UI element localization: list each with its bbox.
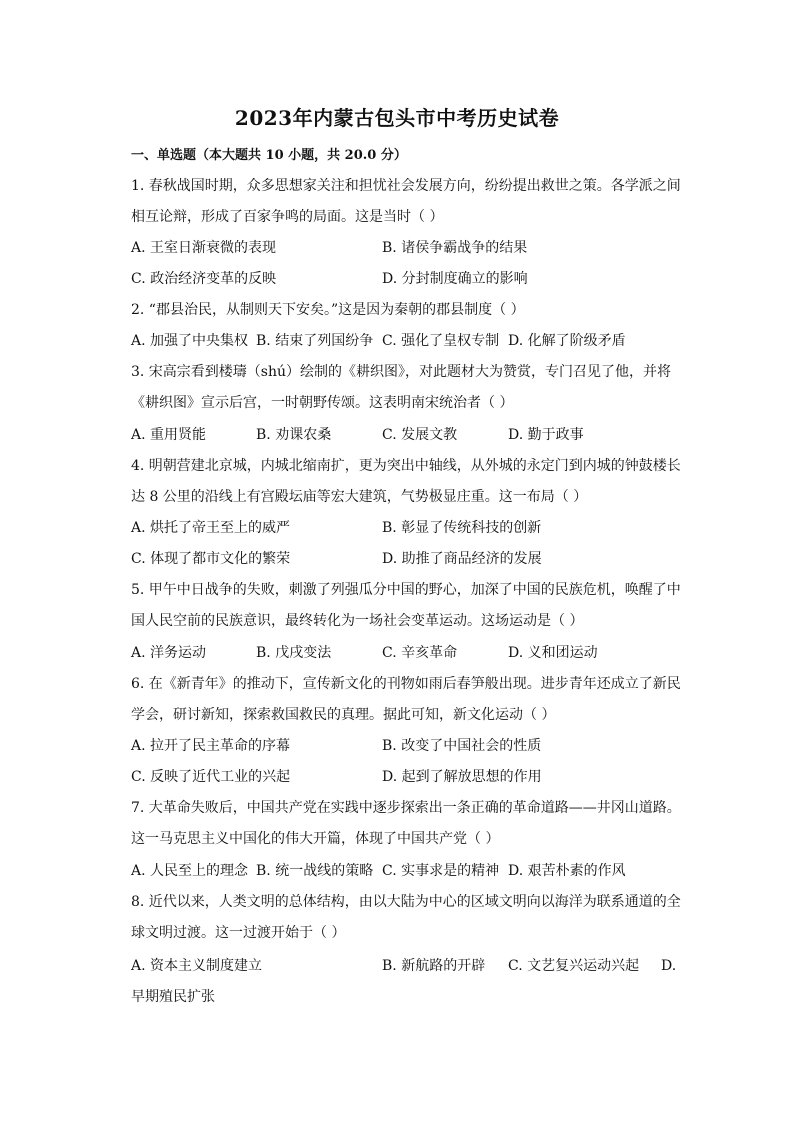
question-4-option-a: A. 烘托了帝王至上的威严 — [131, 520, 291, 536]
question-1-option-d: D. 分封制度确立的影响 — [382, 271, 528, 287]
question-2-option-c: C. 强化了皇权专制 — [382, 333, 500, 349]
question-8-option-c: C. 文艺复兴运动兴起 — [508, 958, 640, 974]
question-5-option-a: A. 洋务运动 — [131, 645, 207, 661]
question-4-text: 4. 明朝营建北京城，内城北缩南扩，更为突出中轴线，从外城的永定门到内城的钟鼓楼长 — [131, 458, 681, 474]
question-1-text: 1. 春秋战国时期，众多思想家关注和担忧社会发展方向，纷纷提出救世之策。各学派之间 — [131, 178, 681, 194]
question-6-option-a: A. 拉开了民主革命的序幕 — [131, 738, 291, 754]
question-3-text-cont: 《耕织图》宣示后宫，一时朝野传颂。这表明南宋统治者（ ） — [131, 395, 514, 411]
question-2-option-b: B. 结束了列国纷争 — [256, 333, 374, 349]
question-3-option-a: A. 重用贤能 — [131, 427, 207, 443]
question-1-option-a: A. 王室日渐衰微的表现 — [131, 240, 277, 256]
question-5-option-c: C. 辛亥革命 — [382, 645, 458, 661]
question-6-option-b: B. 改变了中国社会的性质 — [382, 738, 542, 754]
page-title: 2023年内蒙古包头市中考历史试卷 — [234, 106, 560, 130]
question-1-text-cont: 相互论辩，形成了百家争鸣的局面。这是当时（ ） — [131, 209, 444, 225]
question-4-text-cont: 达 8 公里的沿线上有宫殿坛庙等宏大建筑，气势极显庄重。这一布局（ ） — [131, 489, 588, 505]
question-6-option-d: D. 起到了解放思想的作用 — [382, 769, 542, 785]
question-8-option-a: A. 资本主义制度建立 — [131, 958, 263, 974]
question-8-text: 8. 近代以来，人类文明的总体结构，由以大陆为中心的区域文明向以海洋为联系通道的全 — [131, 894, 681, 910]
question-6-text-cont: 学会，研讨新知，探索救国救民的真理。据此可知，新文化运动（ ） — [131, 707, 556, 723]
question-8-text-cont: 球文明过渡。这一过渡开始于（ ） — [131, 925, 346, 941]
question-8-option-d: D. — [661, 958, 677, 974]
question-4-option-d: D. 助推了商品经济的发展 — [382, 551, 542, 567]
question-1-option-b: B. 诸侯争霸战争的结果 — [382, 240, 528, 256]
question-5-text-cont: 国人民空前的民族意识，最终转化为一场社会变革运动。这场运动是（ ） — [131, 613, 584, 629]
question-3-text: 3. 宋高宗看到楼璹（shú）绘制的《耕织图》，对此题材大为赞赏，专门召见了他，并将 — [131, 364, 672, 380]
question-6-text: 6. 在《新青年》的推动下，宣传新文化的刊物如雨后春笋般出现。进步青年还成立了新民 — [131, 676, 681, 692]
question-4-option-c: C. 体现了都市文化的繁荣 — [131, 551, 291, 567]
question-7-option-b: B. 统一战线的策略 — [256, 863, 374, 879]
question-5-option-d: D. 义和团运动 — [508, 645, 598, 661]
question-3-option-b: B. 劝课农桑 — [256, 427, 332, 443]
question-5-option-b: B. 戊戌变法 — [256, 645, 332, 661]
question-7-option-a: A. 人民至上的理念 — [131, 863, 249, 879]
section-heading: 一、单选题（本大题共 10 小题，共 20.0 分） — [131, 148, 407, 163]
question-5-text: 5. 甲午中日战争的失败，刺激了列强瓜分中国的野心，加深了中国的民族危机，唤醒了中 — [131, 582, 681, 598]
question-7-option-d: D. 艰苦朴素的作风 — [508, 863, 626, 879]
question-7-option-c: C. 实事求是的精神 — [382, 863, 500, 879]
question-7-text: 7. 大革命失败后，中国共产党在实践中逐步探索出一条正确的革命道路——井冈山道路。 — [131, 800, 681, 816]
question-6-option-c: C. 反映了近代工业的兴起 — [131, 769, 291, 785]
question-4-option-b: B. 彰显了传统科技的创新 — [382, 520, 542, 536]
question-2-option-a: A. 加强了中央集权 — [131, 333, 249, 349]
question-1-option-c: C. 政治经济变革的反映 — [131, 271, 277, 287]
question-8-option-d-cont: 早期殖民扩张 — [131, 989, 215, 1005]
question-7-text-cont: 这一马克思主义中国化的伟大开篇，体现了中国共产党（ ） — [131, 831, 500, 847]
question-8-option-b: B. 新航路的开辟 — [382, 958, 486, 974]
question-2-text: 2. “郡县治民，从制则天下安矣。”这是因为秦朝的郡县制度（ ） — [131, 302, 525, 318]
question-3-option-d: D. 勤于政事 — [508, 427, 584, 443]
question-2-option-d: D. 化解了阶级矛盾 — [508, 333, 626, 349]
question-3-option-c: C. 发展文教 — [382, 427, 458, 443]
